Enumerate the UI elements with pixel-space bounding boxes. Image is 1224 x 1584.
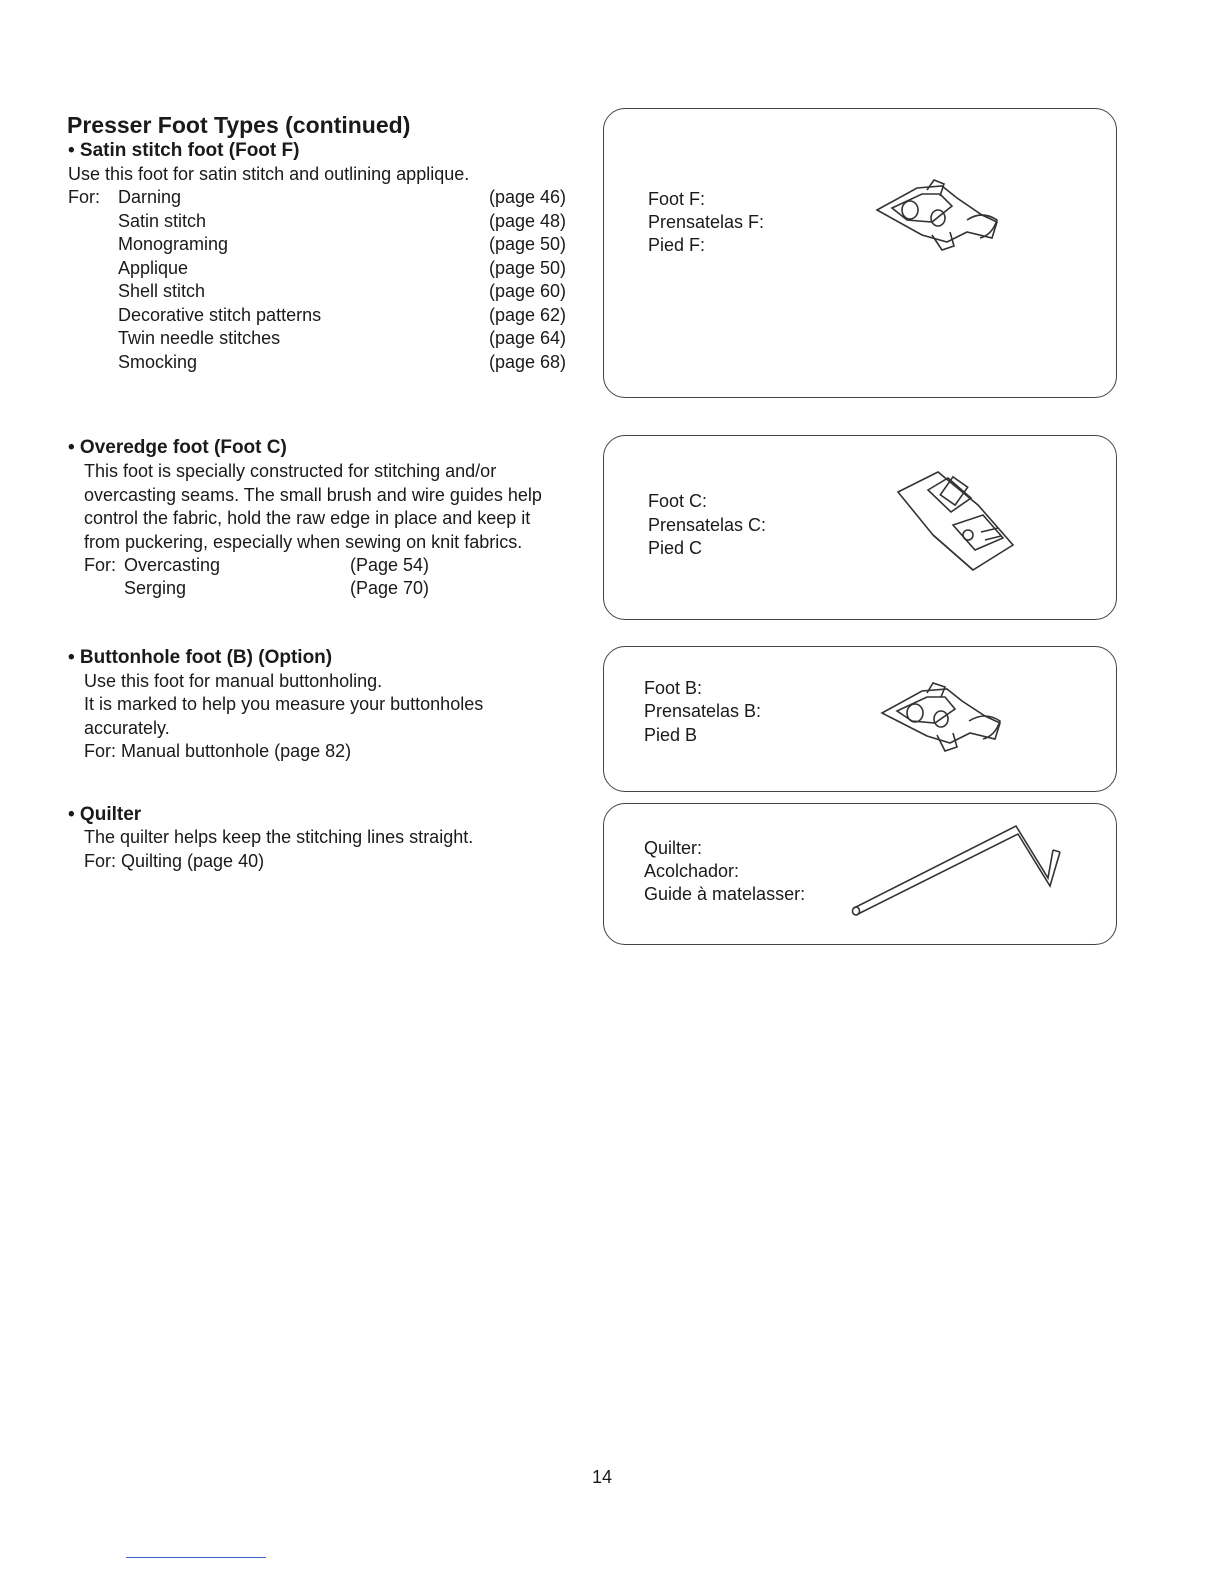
overedge-line: control the fabric, hold the raw edge in place and keep it bbox=[84, 508, 531, 528]
foot-b-label-en: Foot B: bbox=[644, 678, 703, 698]
overedge-line: This foot is specially constructed for stitching and/or bbox=[84, 461, 497, 481]
use-name: Darning bbox=[118, 187, 182, 207]
quilter-line: The quilter helps keep the stitching lines straight. bbox=[84, 827, 474, 847]
use-page: (page 50) bbox=[489, 234, 567, 254]
quilter-label-es: Acolchador: bbox=[644, 861, 740, 881]
use-name: Satin stitch bbox=[118, 211, 207, 231]
use-page: (page 68) bbox=[489, 352, 567, 372]
quilter-line: For: Quilting (page 40) bbox=[84, 851, 265, 871]
foot-b-label-fr: Pied B bbox=[644, 725, 698, 745]
use-name: Applique bbox=[118, 258, 189, 278]
overedge-heading: • Overedge foot (Foot C) bbox=[68, 437, 287, 458]
use-name: Decorative stitch patterns bbox=[118, 305, 322, 325]
quilter-heading: • Quilter bbox=[68, 804, 142, 825]
use-name: Monograming bbox=[118, 234, 229, 254]
foot-f-label-en: Foot F: bbox=[648, 189, 706, 209]
use-name: Shell stitch bbox=[118, 281, 206, 301]
overedge-line: from puckering, especially when sewing on knit fabrics. bbox=[84, 532, 523, 552]
presser-foot-f-icon bbox=[872, 180, 1007, 260]
satin-heading: • Satin stitch foot (Foot F) bbox=[68, 140, 300, 161]
use-page: (page 62) bbox=[489, 305, 567, 325]
use-page: (page 64) bbox=[489, 328, 567, 348]
foot-f-label-es: Prensatelas F: bbox=[648, 212, 765, 232]
use-page: (Page 70) bbox=[350, 578, 430, 598]
use-name: Serging bbox=[124, 578, 187, 598]
quilter-label-en: Quilter: bbox=[644, 838, 703, 858]
use-page: (page 46) bbox=[489, 187, 567, 207]
buttonhole-line: Use this foot for manual buttonholing. bbox=[84, 671, 383, 691]
presser-foot-b-icon bbox=[877, 683, 1007, 761]
use-name: Overcasting bbox=[124, 555, 221, 575]
use-name: Twin needle stitches bbox=[118, 328, 281, 348]
buttonhole-heading: • Buttonhole foot (B) (Option) bbox=[68, 647, 333, 668]
foot-b-label-es: Prensatelas B: bbox=[644, 701, 762, 721]
satin-for-label: For: bbox=[68, 187, 101, 207]
quilter-guide-icon bbox=[848, 820, 1078, 920]
quilter-label-fr: Guide à matelasser: bbox=[644, 884, 806, 904]
presser-foot-c-icon bbox=[893, 470, 1018, 575]
use-page: (page 48) bbox=[489, 211, 567, 231]
foot-c-label-fr: Pied C bbox=[648, 538, 703, 558]
use-name: Smocking bbox=[118, 352, 198, 372]
use-page: (page 60) bbox=[489, 281, 567, 301]
buttonhole-line: It is marked to help you measure your buttonholes bbox=[84, 694, 484, 714]
buttonhole-line: For: Manual buttonhole (page 82) bbox=[84, 741, 352, 761]
use-page: (Page 54) bbox=[350, 555, 430, 575]
page-title: Presser Foot Types (continued) bbox=[67, 112, 411, 138]
page-number: 14 bbox=[592, 1467, 613, 1487]
foot-f-label-fr: Pied F: bbox=[648, 235, 706, 255]
use-page: (page 50) bbox=[489, 258, 567, 278]
footer-divider bbox=[126, 1557, 266, 1558]
satin-description: Use this foot for satin stitch and outlining applique. bbox=[68, 164, 470, 184]
foot-c-label-en: Foot C: bbox=[648, 491, 708, 511]
overedge-for-label: For: bbox=[84, 555, 117, 575]
buttonhole-line: accurately. bbox=[84, 718, 170, 738]
foot-c-label-es: Prensatelas C: bbox=[648, 515, 767, 535]
overedge-line: overcasting seams. The small brush and wire guides help bbox=[84, 485, 542, 505]
